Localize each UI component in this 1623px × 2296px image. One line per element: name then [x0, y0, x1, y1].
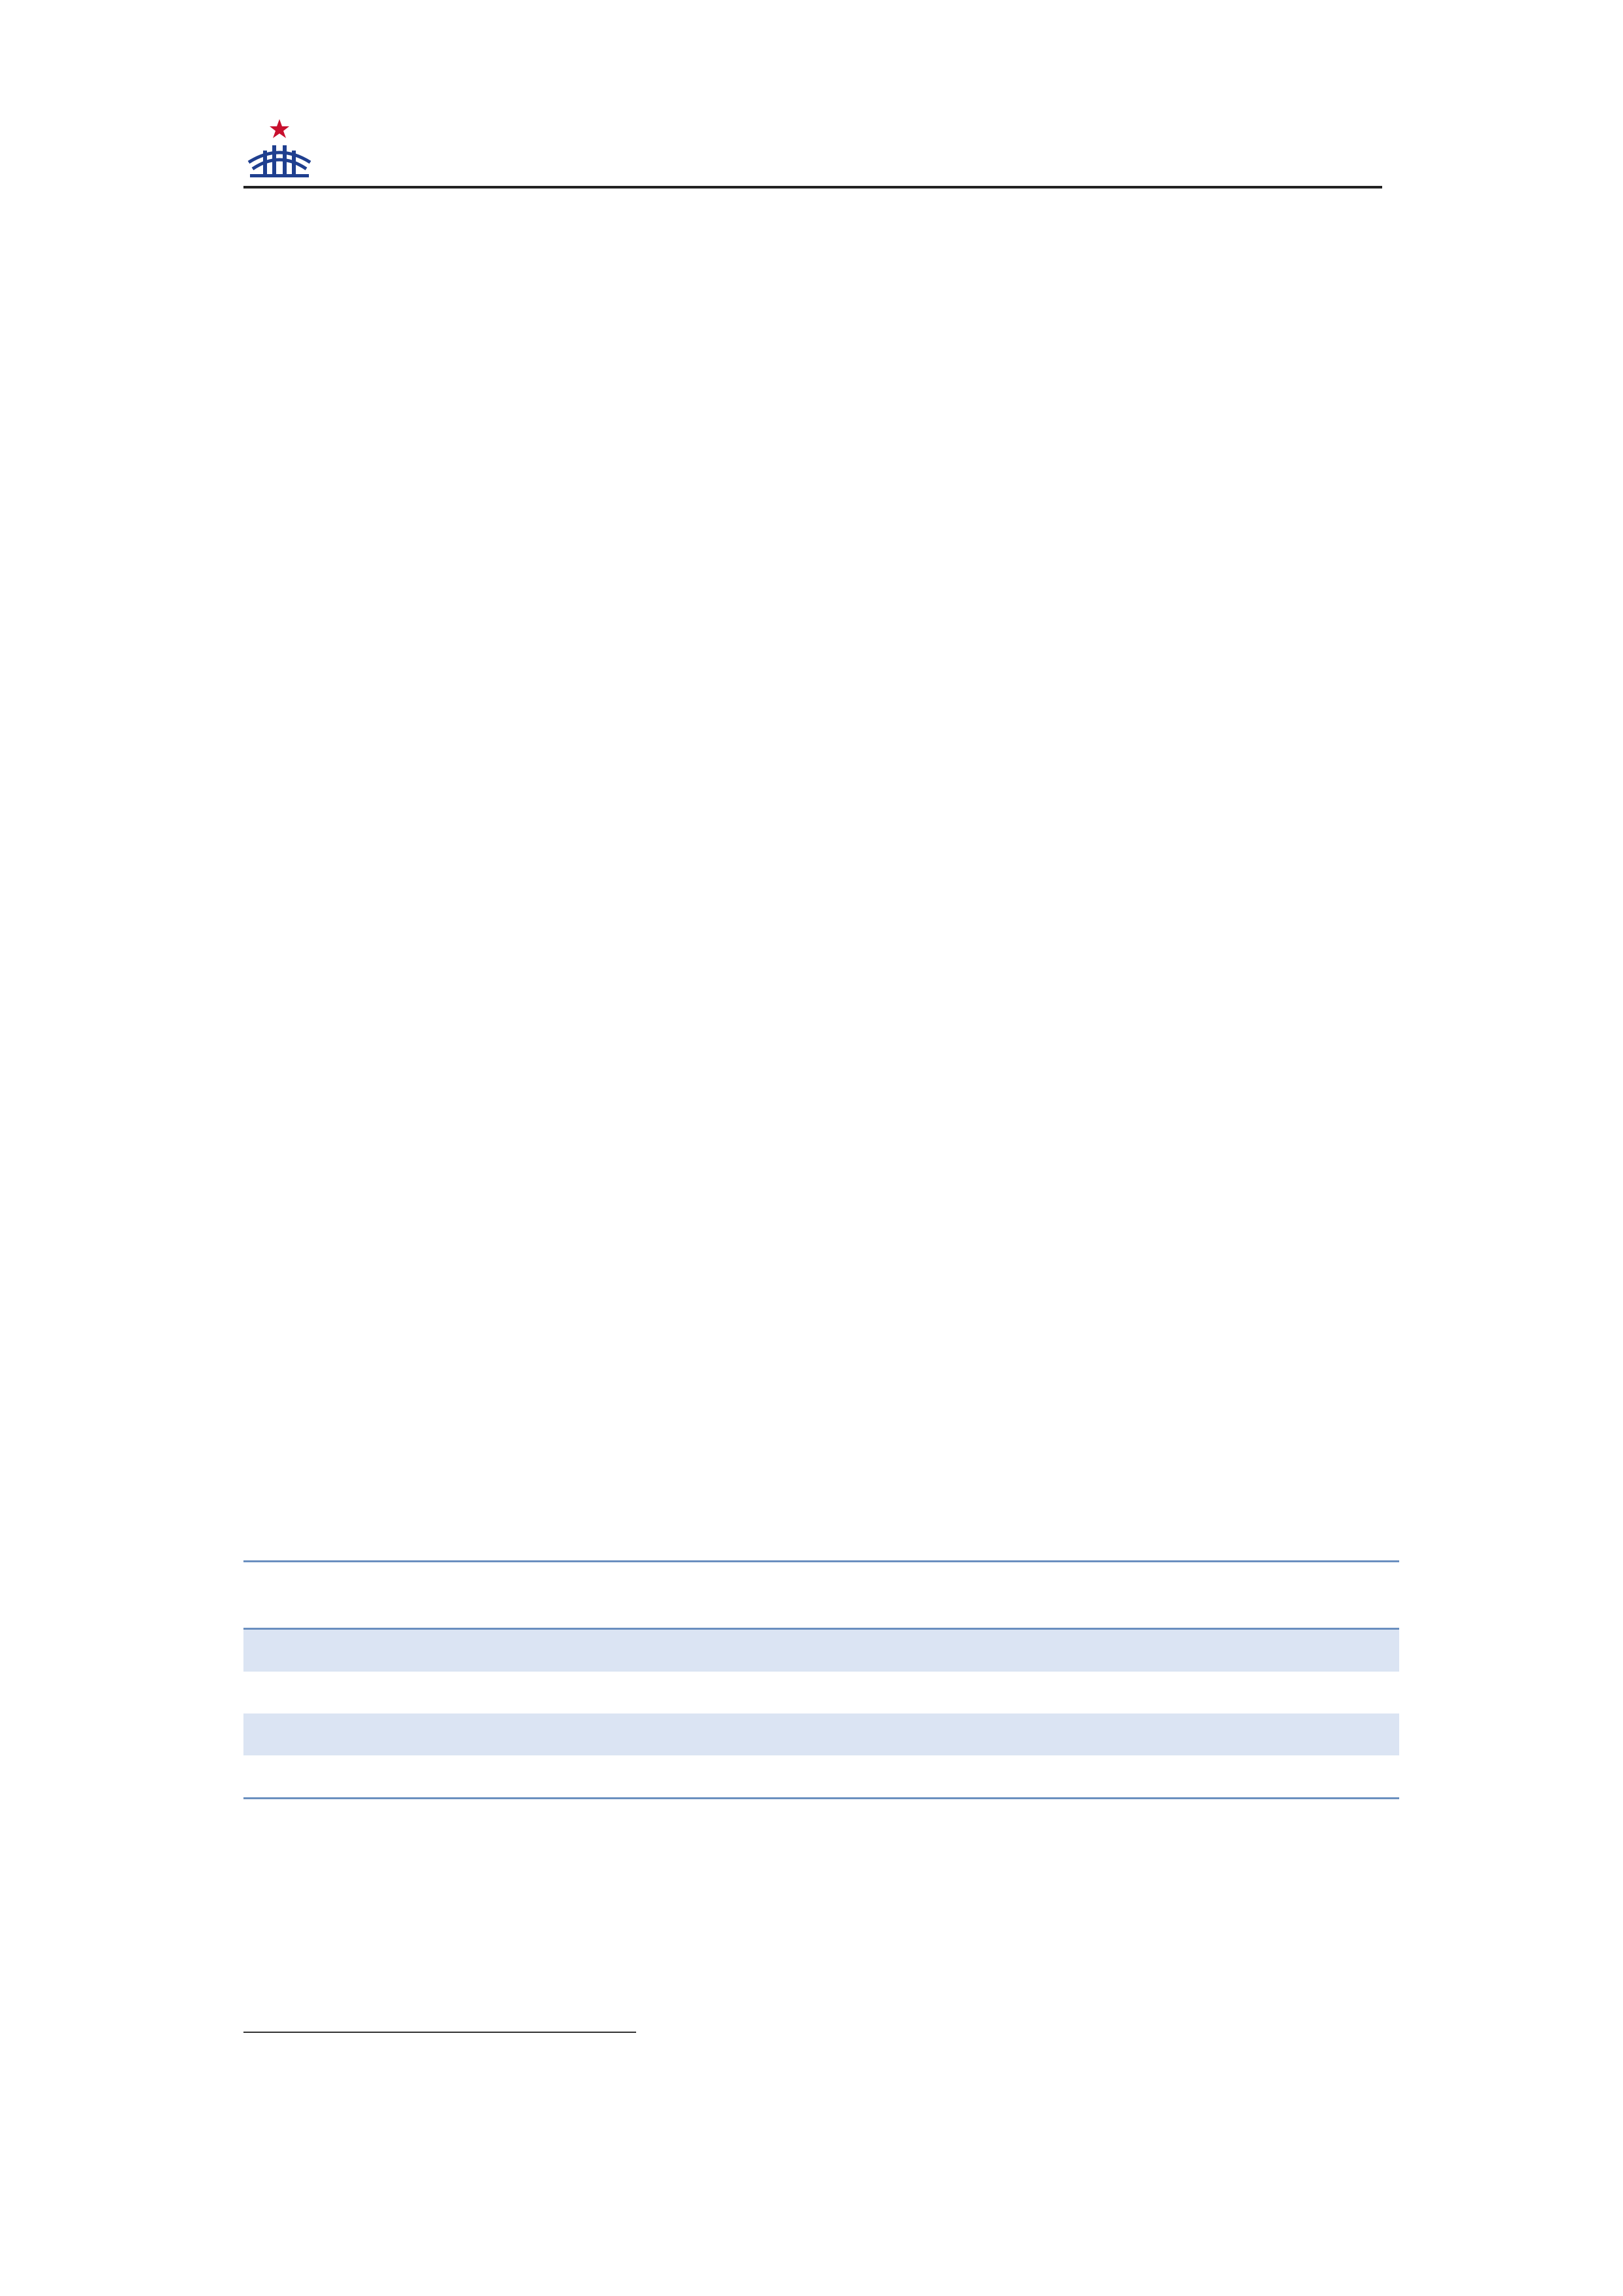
- table-cell: [876, 1713, 1018, 1755]
- table-cell: [740, 1629, 876, 1672]
- table-row: [243, 1629, 1399, 1672]
- table-cell: [1263, 1672, 1399, 1713]
- table-cell: [637, 1672, 740, 1713]
- table-cell: [243, 1629, 325, 1672]
- col-header-domestic: [876, 1562, 1018, 1629]
- table-cell: [740, 1755, 876, 1799]
- table-cell: [1128, 1755, 1264, 1799]
- placement-rate-table: [243, 1560, 1399, 1799]
- col-header-total: [637, 1562, 740, 1629]
- table-cell: [1128, 1672, 1264, 1713]
- table-header-row: [243, 1562, 1399, 1629]
- table-cell: [1263, 1713, 1399, 1755]
- table-row: [243, 1713, 1399, 1755]
- table-row: [243, 1672, 1399, 1713]
- table-cell: [475, 1629, 638, 1672]
- table-cell: [243, 1713, 325, 1755]
- page-header: [243, 110, 1382, 188]
- table-cell: [325, 1713, 474, 1755]
- paragraph-line: [243, 1291, 1382, 1367]
- pie-chart: [484, 550, 1139, 1230]
- university-logo-icon: [243, 117, 315, 179]
- table-cell: [1018, 1755, 1128, 1799]
- col-header-index: [243, 1562, 325, 1629]
- table-cell: [475, 1672, 638, 1713]
- table-cell: [1018, 1672, 1128, 1713]
- paragraph-department-rates: [243, 1291, 1382, 1367]
- table-cell: [876, 1672, 1018, 1713]
- col-header-major: [475, 1562, 638, 1629]
- table-cell: [325, 1629, 474, 1672]
- col-header-signed: [1018, 1562, 1128, 1629]
- col-header-department: [325, 1562, 474, 1629]
- table-cell: [637, 1713, 740, 1755]
- table-cell: [325, 1755, 474, 1799]
- table-cell: [876, 1629, 1018, 1672]
- table-cell: [475, 1713, 638, 1755]
- paragraph-summary: [243, 308, 1382, 384]
- table-cell: [243, 1672, 325, 1713]
- footnote-divider: [243, 2032, 636, 2033]
- table-cell: [475, 1755, 638, 1799]
- table-cell: [243, 1755, 325, 1799]
- table-cell: [876, 1755, 1018, 1799]
- paragraph-line: [243, 308, 1382, 384]
- table-cell: [1263, 1629, 1399, 1672]
- table-cell: [1018, 1629, 1128, 1672]
- col-header-overseas: [740, 1562, 876, 1629]
- table-cell: [740, 1672, 876, 1713]
- table-cell: [1263, 1755, 1399, 1799]
- table-cell: [1018, 1713, 1128, 1755]
- table-cell: [637, 1629, 740, 1672]
- col-header-unemployed: [1263, 1562, 1399, 1629]
- table-cell: [1128, 1713, 1264, 1755]
- table-cell: [325, 1672, 474, 1713]
- col-header-flexible: [1128, 1562, 1264, 1629]
- table-cell: [740, 1713, 876, 1755]
- table-cell: [637, 1755, 740, 1799]
- table-row: [243, 1755, 1399, 1799]
- table-cell: [1128, 1629, 1264, 1672]
